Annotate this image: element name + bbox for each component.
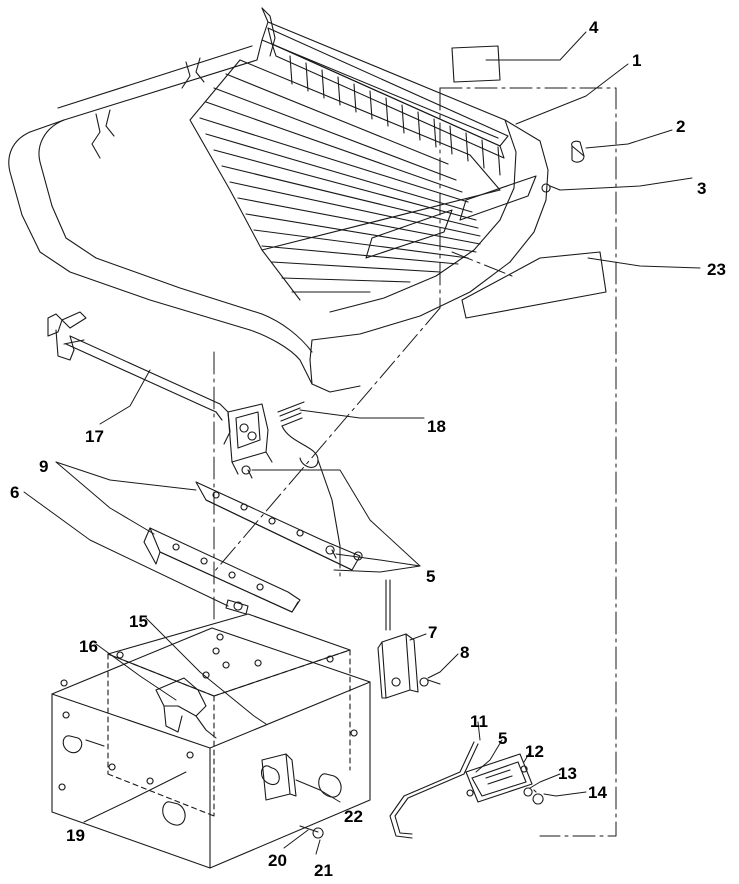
callout-13: 13 [558, 764, 577, 783]
callout-3: 3 [697, 179, 707, 198]
callout-5-lower: 5 [498, 729, 508, 748]
callout-7: 7 [428, 623, 438, 642]
bed-assembly [9, 8, 606, 392]
chassis-assembly [52, 614, 370, 868]
callout-23: 23 [707, 260, 726, 279]
handle-and-plate-assembly [390, 742, 543, 838]
callout-8: 8 [460, 643, 470, 662]
callout-2: 2 [676, 117, 686, 136]
callout-5-upper: 5 [426, 567, 436, 586]
callout-14: 14 [588, 783, 607, 802]
callout-4: 4 [589, 18, 599, 37]
callout-9: 9 [39, 457, 49, 476]
callout-21: 21 [314, 861, 333, 880]
callout-17: 17 [85, 427, 104, 446]
callout-16: 16 [79, 637, 98, 656]
callout-18: 18 [427, 417, 446, 436]
callout-19: 19 [66, 826, 85, 845]
callout-12: 12 [525, 742, 544, 761]
callout-15: 15 [129, 612, 148, 631]
callout-11: 11 [470, 712, 488, 731]
callout-1: 1 [632, 51, 642, 70]
callout-22: 22 [344, 807, 363, 826]
callout-6: 6 [10, 483, 20, 502]
callout-20: 20 [268, 851, 287, 870]
